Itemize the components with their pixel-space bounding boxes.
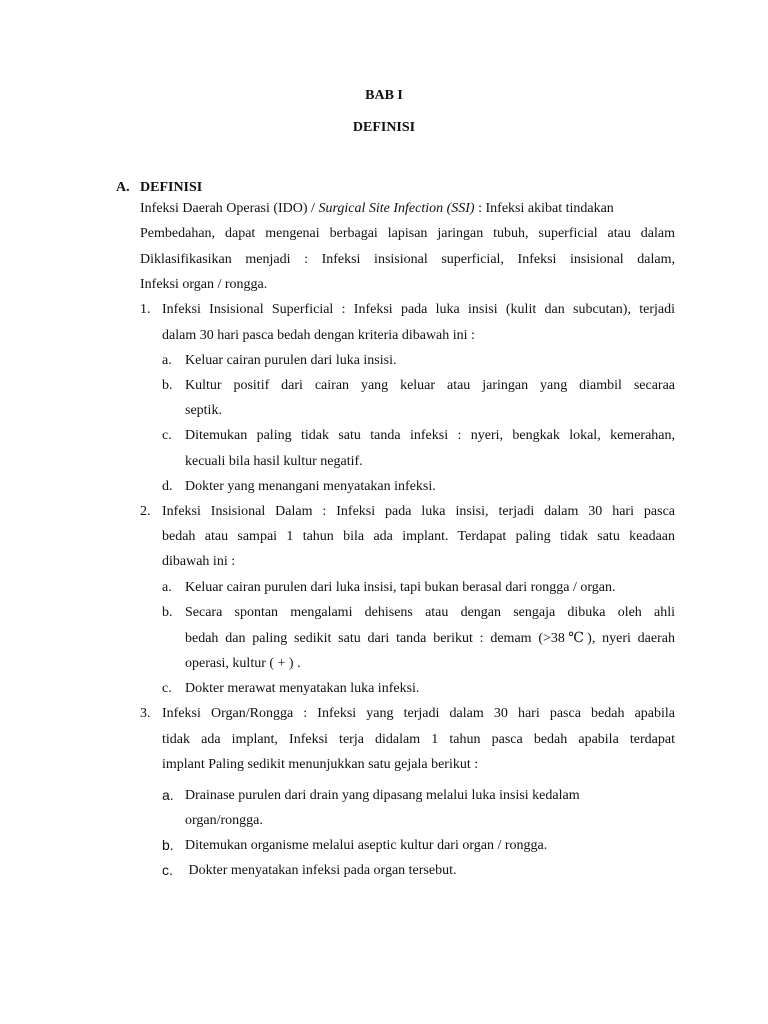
item3-a-line-2: organ/rongga. <box>185 813 263 828</box>
item1-line-2: dalam 30 hari pasca bedah dengan kriteria dibawah ini : <box>162 328 475 343</box>
item2-line-3: dibawah ini : <box>162 554 236 569</box>
intro-ssi-term: Surgical Site Infection (SSI) <box>318 201 475 216</box>
item2-number: 2. <box>140 504 151 519</box>
item3-line-2: tidak ada implant, Infeksi terja didalam 1 tahun pasca bedah apabila terdapat <box>162 732 675 747</box>
item1-d-text: Dokter yang menangani menyatakan infeksi. <box>185 479 436 494</box>
item2-c-marker: c. <box>162 681 172 696</box>
intro-line-3: Diklasifikasikan menjadi : Infeksi insisional superficial, Infeksi insisional dalam, <box>140 252 675 267</box>
chapter-title: DEFINISI <box>352 120 416 135</box>
item2-c-text: Dokter merawat menyatakan luka infeksi. <box>185 681 420 696</box>
item3-a-line-1: Drainase purulen dari drain yang dipasang melalui luka insisi kedalam <box>185 788 580 803</box>
item1-c-marker: c. <box>162 428 172 443</box>
item3-b-marker: b. <box>162 837 174 853</box>
item3-c-text: Dokter menyatakan infeksi pada organ tersebut. <box>185 863 457 878</box>
item3-b-text: Ditemukan organisme melalui aseptic kultur dari organ / rongga. <box>185 838 548 853</box>
item1-b-marker: b. <box>162 378 173 393</box>
item2-b-line-3: operasi, kultur ( + ) . <box>185 656 301 671</box>
item2-b-marker: b. <box>162 605 173 620</box>
item3-a-marker: a. <box>162 787 174 803</box>
intro-line-2: Pembedahan, dapat mengenai berbagai lapisan jaringan tubuh, superficial atau dalam <box>140 226 675 241</box>
item1-a-text: Keluar cairan purulen dari luka insisi. <box>185 353 397 368</box>
item2-b-line-1: Secara spontan mengalami dehisens atau dengan sengaja dibuka oleh ahli <box>185 605 675 620</box>
item2-line-1: Infeksi Insisional Dalam : Infeksi pada luka insisi, terjadi dalam 30 hari pasca <box>162 504 675 519</box>
section-heading: DEFINISI <box>140 180 203 195</box>
item1-d-marker: d. <box>162 479 173 494</box>
section-marker: A. <box>116 180 130 195</box>
intro-line-4: Infeksi organ / rongga. <box>140 277 268 292</box>
item1-c-line-1: Ditemukan paling tidak satu tanda infeksi : nyeri, bengkak lokal, kemerahan, <box>185 428 675 443</box>
item1-b-line-1: Kultur positif dari cairan yang keluar atau jaringan yang diambil secaraa <box>185 378 675 393</box>
intro-text-a: Infeksi Daerah Operasi (IDO) / <box>140 201 319 216</box>
item3-line-3: implant Paling sedikit menunjukkan satu gejala berikut : <box>162 757 479 772</box>
intro-line-1 <box>140 201 614 217</box>
intro-text-b: : Infeksi akibat tindakan <box>474 201 614 216</box>
item2-a-marker: a. <box>162 580 172 595</box>
item2-line-2: bedah atau sampai 1 tahun bila ada implant. Terdapat paling tidak satu keadaan <box>162 529 675 544</box>
item3-number: 3. <box>140 706 151 721</box>
item3-c-marker: c. <box>162 862 173 878</box>
item1-number: 1. <box>140 302 151 317</box>
chapter-number: BAB I <box>365 88 403 103</box>
item1-a-marker: a. <box>162 353 172 368</box>
item1-line-1: Infeksi Insisional Superficial : Infeksi pada luka insisi (kulit dan subcutan), terjadi <box>162 302 675 317</box>
item2-b-line-2: bedah dan paling sedikit satu dari tanda berikut : demam (>38℃), nyeri daerah <box>185 631 675 646</box>
item3-line-1: Infeksi Organ/Rongga : Infeksi yang terjadi dalam 30 hari pasca bedah apabila <box>162 706 675 721</box>
item2-a-text: Keluar cairan purulen dari luka insisi, tapi bukan berasal dari rongga / organ. <box>185 580 616 595</box>
item1-c-line-2: kecuali bila hasil kultur negatif. <box>185 454 363 469</box>
item1-b-line-2: septik. <box>185 403 222 418</box>
